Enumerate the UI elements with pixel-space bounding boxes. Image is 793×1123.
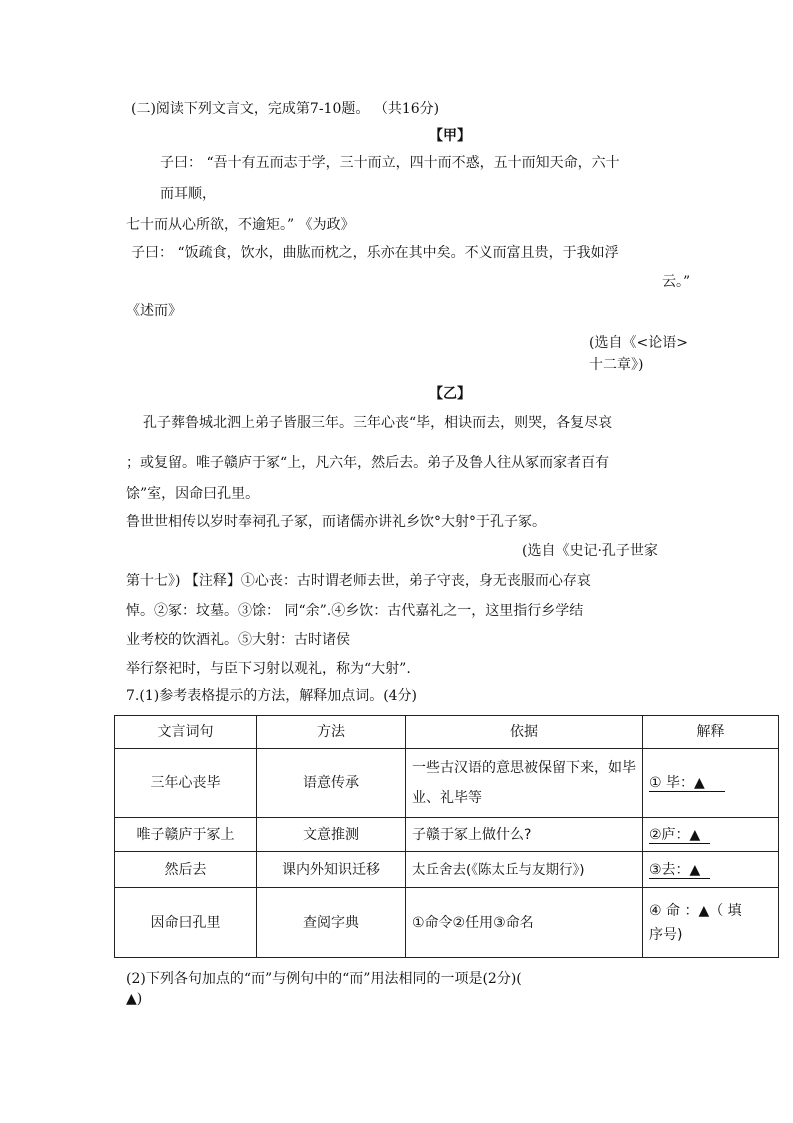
table-row bbox=[115, 818, 779, 852]
yi-line-6: 悼。②冢：坟墓。③馀： 同“余”.④乡饮：古代嘉礼之一，这里指行乡学结 bbox=[126, 603, 584, 619]
cell-phrase: 唯子赣庐于冢上 bbox=[115, 818, 257, 852]
cell-method: 课内外知识迁移 bbox=[257, 852, 406, 888]
jia-line-5: 云。” bbox=[662, 274, 691, 290]
jia-source-2: 十二章》) bbox=[589, 357, 644, 373]
cell-basis: 太丘舍去(《陈太丘与友期行》) bbox=[406, 852, 643, 888]
cell-phrase: 因命曰孔里 bbox=[115, 888, 257, 958]
q7-1-prompt: 7.(1)参考表格提示的方法，解释加点词。(4分) bbox=[126, 688, 418, 704]
cell-answer[interactable] bbox=[643, 749, 779, 818]
cell-basis: 子赣于冢上做什么? bbox=[406, 818, 643, 852]
cell-answer[interactable] bbox=[643, 818, 779, 852]
jia-line-1: 子曰： “吾十有五而志于学，三十而立，四十而不惑，五十而知天命，六十 bbox=[160, 155, 620, 171]
cell-method: 查阅字典 bbox=[257, 888, 406, 958]
yi-line-7: 业考校的饮酒礼。⑤大射：古时诸侯 bbox=[126, 632, 350, 648]
section-heading: (二)阅读下列文言文，完成第7-10题。 （共16分) bbox=[131, 101, 440, 117]
cell-method: 语意传承 bbox=[257, 749, 406, 818]
yi-title: 【乙】 bbox=[429, 386, 471, 402]
cell-basis: 一些古汉语的意思被保留下来，如毕业、礼毕等 bbox=[406, 749, 643, 818]
yi-line-5: 第十七》) 【注释】①心丧：古时谓老师去世，弟子守丧，身无丧服而心存哀 bbox=[126, 573, 591, 589]
jia-line-3: 七十而从心所欲，不逾矩。” 《为政》 bbox=[126, 217, 355, 233]
table-header-row bbox=[115, 716, 779, 749]
answer-table bbox=[114, 715, 779, 958]
jia-line-4: 子曰： “饭疏食，饮水，曲肱而枕之，乐亦在其中矣。不义而富且贵，于我如浮 bbox=[131, 245, 619, 261]
yi-line-2: ；或复留。唯子赣庐于冢“上，凡六年，然后去。弟子及鲁人往从冢而家者百有 bbox=[126, 455, 610, 471]
table-row bbox=[115, 749, 779, 818]
header-method: 方法 bbox=[257, 716, 406, 749]
cell-basis: ①命令②任用③命名 bbox=[406, 888, 643, 958]
cell-phrase: 然后去 bbox=[115, 852, 257, 888]
q7-2-line-2: ▲) bbox=[126, 991, 143, 1007]
jia-line-6: 《述而》 bbox=[126, 303, 182, 319]
jia-source-1: (选自《<论语> bbox=[589, 335, 688, 351]
yi-line-8: 举行祭祀时，与臣下习射以观礼，称为“大射”. bbox=[126, 661, 411, 677]
q7-2-line-1: (2)下列各句加点的“而”与例句中的“而”用法相同的一项是(2分)( bbox=[126, 971, 522, 987]
yi-line-3: 馀”室，因命曰孔里。 bbox=[126, 486, 260, 502]
answer-blank[interactable]: ① 毕：▲ bbox=[649, 775, 725, 792]
answer-blank[interactable]: ②庐：▲ bbox=[649, 827, 710, 844]
answer-note: 序号) bbox=[649, 926, 683, 943]
table-row bbox=[115, 852, 779, 888]
yi-source: (选自《史记·孔子世家 bbox=[522, 543, 658, 559]
cell-answer[interactable] bbox=[643, 888, 779, 958]
answer-blank[interactable]: ④ 命 ：▲（ 填 bbox=[649, 902, 742, 919]
cell-method: 文意推测 bbox=[257, 818, 406, 852]
jia-title: 【甲】 bbox=[429, 128, 471, 144]
cell-phrase: 三年心丧毕 bbox=[115, 749, 257, 818]
header-basis: 依据 bbox=[406, 716, 643, 749]
yi-line-4: 鲁世世相传以岁时奉祠孔子冢，而诸儒亦讲礼乡饮°大射°于孔子冢。 bbox=[126, 514, 546, 530]
cell-answer[interactable] bbox=[643, 852, 779, 888]
table-row bbox=[115, 888, 779, 958]
jia-line-2: 而耳顺， bbox=[160, 186, 216, 202]
header-phrase: 文言词句 bbox=[115, 716, 257, 749]
answer-blank[interactable]: ③去：▲ bbox=[649, 862, 710, 879]
yi-line-1: 孔子葬鲁城北泗上弟子皆服三年。三年心丧“毕，相诀而去，则哭，各复尽哀 bbox=[143, 415, 613, 431]
header-answer: 解释 bbox=[643, 716, 779, 749]
